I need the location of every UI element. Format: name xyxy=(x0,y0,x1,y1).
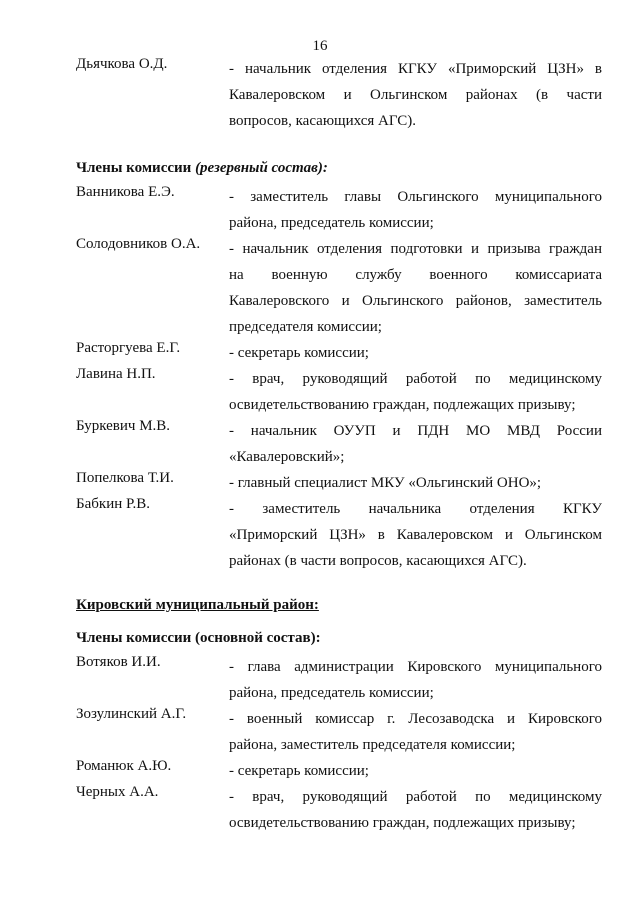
member-role: - врач, руководящий работой по медицинскому освидетельствованию граждан, подлежащих призыву; xyxy=(229,371,602,413)
member-name: Черных А.А. xyxy=(76,784,159,800)
member-role: - врач, руководящий работой по медицинскому освидетельствованию граждан, подлежащих призыву; xyxy=(229,789,602,831)
section-heading-reserve: Члены комиссии (резервный состав): xyxy=(76,160,328,176)
member-name: Попелкова Т.И. xyxy=(76,470,174,486)
member-name: Дьячкова О.Д. xyxy=(76,56,168,72)
member-role: - начальник отделения КГКУ «Приморский ЦЗН» в Кавалеровском и Ольгинском районах (в части вопросов, касающихся АГС). xyxy=(229,61,602,129)
member-role: - начальник ОУУП и ПДН МО МВД России «Кавалеровский»; xyxy=(229,423,602,465)
member-role: - главный специалист МКУ «Ольгинский ОНО»; xyxy=(229,475,542,491)
member-name: Вотяков И.И. xyxy=(76,654,161,670)
member-name: Расторгуева Е.Г. xyxy=(76,340,181,356)
member-role: - глава администрации Кировского муниципального района, председатель комиссии; xyxy=(229,659,602,701)
member-name: Лавина Н.П. xyxy=(76,366,156,382)
district-title: Кировский муниципальный район: xyxy=(76,597,319,613)
member-role: - заместитель главы Ольгинского муниципального района, председатель комиссии; xyxy=(229,189,602,231)
member-name: Бабкин Р.В. xyxy=(76,496,150,512)
member-name: Зозулинский А.Г. xyxy=(76,706,187,722)
member-name: Солодовников О.А. xyxy=(76,236,201,252)
member-name: Романюк А.Ю. xyxy=(76,758,172,774)
member-role: - военный комиссар г. Лесозаводска и Кировского района, заместитель председателя комиссии; xyxy=(229,711,602,753)
member-role: - секретарь комиссии; xyxy=(229,763,369,779)
member-role: - заместитель начальника отделения КГКУ «Приморский ЦЗН» в Кавалеровском и Ольгинском районах (в части вопросов, касающихся АГС). xyxy=(229,501,602,569)
page-number: 16 xyxy=(312,38,328,54)
member-name: Ванникова Е.Э. xyxy=(76,184,175,200)
member-role: - начальник отделения подготовки и призыва граждан на военную службу военного комиссариата Кавалеровского и Ольгинского районов, заместитель председателя комиссии; xyxy=(229,241,602,335)
member-name: Буркевич М.В. xyxy=(76,418,171,434)
member-role: - секретарь комиссии; xyxy=(229,345,369,361)
section-heading-main: Члены комиссии (основной состав): xyxy=(76,630,321,646)
